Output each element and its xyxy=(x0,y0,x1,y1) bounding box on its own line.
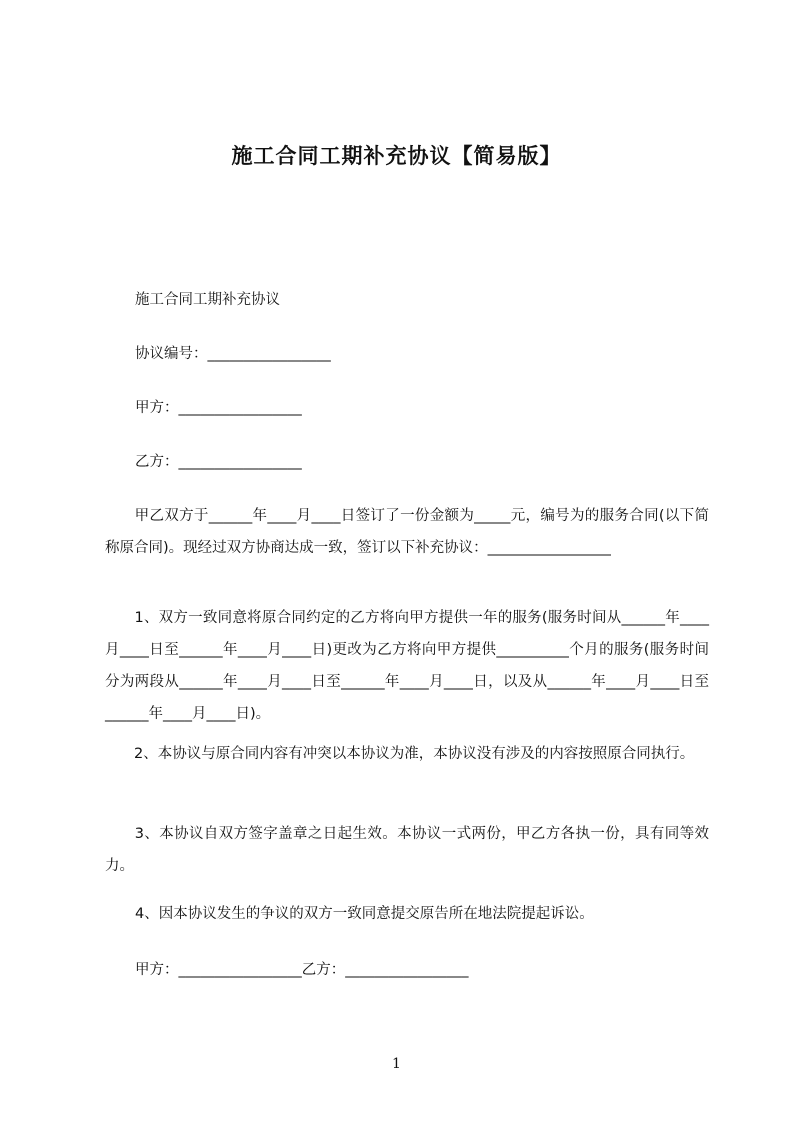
clause-3: 3、本协议自双方签字盖章之日起生效。本协议一式两份，甲乙方各执一份，具有同等效力。 xyxy=(105,826,709,874)
page-number: 1 xyxy=(392,1056,401,1072)
signature-line: 甲方：_________________乙方：_________________ xyxy=(135,962,469,978)
document-title: 施工合同工期补充协议【简易版】 xyxy=(231,144,562,168)
clause-1: 1、双方一致同意将原合同约定的乙方将向甲方提供一年的服务(服务时间从______年____月____日至______年____月____日)更改为乙方将向甲方提供__________个月的服务(服务时间分为两段从______年____月____日至______年____月____日，以及从______年____月____日至______年____月____日)。 xyxy=(105,610,709,722)
party-b-line: 乙方：_________________ xyxy=(135,454,302,470)
party-a-line: 甲方：_________________ xyxy=(135,400,302,416)
intro-paragraph: 甲乙双方于______年____月____日签订了一份金额为_____元，编号为的服务合同(以下简称原合同)。现经过双方协商达成一致，签订以下补充协议：_________________ xyxy=(105,508,709,556)
agreement-number-line: 协议编号：_________________ xyxy=(135,346,331,362)
document-subtitle: 施工合同工期补充协议 xyxy=(135,292,280,308)
clause-2: 2、本协议与原合同内容有冲突以本协议为准，本协议没有涉及的内容按照原合同执行。 xyxy=(105,746,695,762)
clause-4: 4、因本协议发生的争议的双方一致同意提交原告所在地法院提起诉讼。 xyxy=(135,906,594,922)
